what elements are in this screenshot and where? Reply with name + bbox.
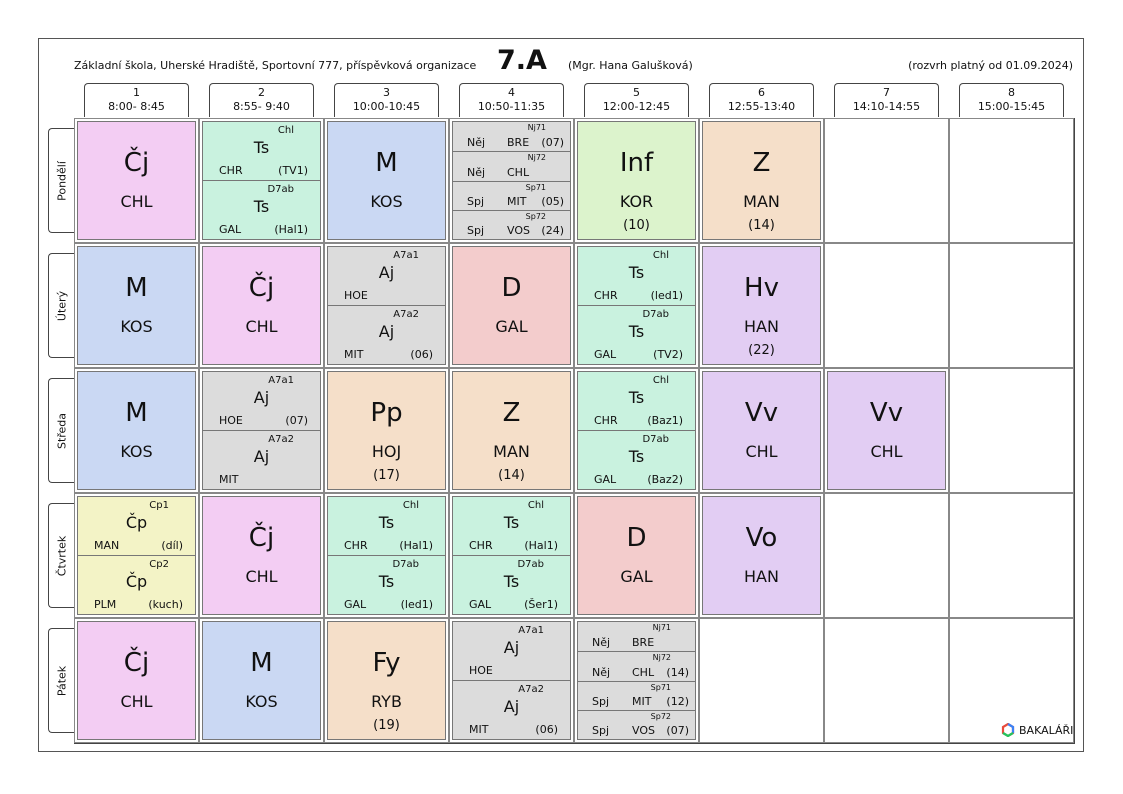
day-header-3 [48, 378, 74, 483]
group-lesson [203, 122, 320, 181]
timetable-grid [74, 118, 1075, 744]
lesson-block[interactable] [577, 121, 696, 240]
lesson-teacher: KOS [370, 192, 403, 211]
timetable-cell [449, 493, 574, 618]
period-header-6 [709, 83, 814, 117]
timetable-cell [699, 118, 824, 243]
lesson-block[interactable] [452, 621, 571, 740]
group-teacher: HOE [344, 288, 368, 302]
lesson-block[interactable] [327, 621, 446, 740]
group-teacher: PLM [94, 598, 117, 611]
timetable-cell [199, 118, 324, 243]
lesson-block[interactable] [202, 371, 321, 490]
group-lesson [453, 622, 570, 681]
group-subject: Něj [592, 665, 611, 679]
timetable-cell [74, 618, 199, 743]
day-name: Pátek [55, 665, 68, 696]
lesson-subject: Vv [744, 398, 779, 428]
group-subject: Spj [592, 724, 610, 737]
period-header-1 [84, 83, 189, 117]
group-name: Chl [527, 500, 544, 511]
group-lesson [328, 556, 445, 615]
period-number: 7 [883, 86, 890, 99]
lesson-subject: Fy [372, 648, 401, 678]
timetable-cell [74, 368, 199, 493]
timetable-cell [324, 618, 449, 743]
lesson-block[interactable] [577, 621, 696, 740]
group-subject: Něj [467, 165, 486, 179]
lesson-block[interactable] [202, 246, 321, 365]
group-room: (TV2) [653, 348, 683, 361]
lesson-teacher: KOS [120, 317, 153, 336]
lesson-block[interactable] [77, 121, 196, 240]
group-room: (07) [285, 413, 308, 427]
lesson-subject: M [375, 148, 398, 178]
group-name: Sp71 [525, 182, 546, 192]
timetable-cell [74, 493, 199, 618]
lesson-subject: Z [502, 398, 521, 428]
timetable-cell [324, 118, 449, 243]
group-room: (Hal1) [274, 223, 308, 236]
group-teacher: MIT [507, 194, 527, 208]
period-time: 8:55- 9:40 [233, 100, 290, 113]
period-time: 14:10-14:55 [852, 100, 921, 113]
lesson-block[interactable] [77, 496, 196, 615]
group-subject: Ts [378, 513, 395, 532]
group-room: (05) [541, 194, 564, 208]
timetable-cell [949, 493, 1074, 618]
group-subject: Ts [628, 388, 645, 407]
day-header-2 [48, 253, 74, 358]
group-subject: Aj [503, 696, 520, 716]
timetable-cell [574, 118, 699, 243]
lesson-teacher: CHL [120, 692, 153, 711]
group-teacher: CHL [507, 165, 530, 179]
lesson-block[interactable] [202, 121, 321, 240]
group-room: (07) [541, 136, 564, 150]
lesson-subject: Čj [123, 148, 150, 178]
lesson-teacher: MAN [493, 442, 530, 461]
group-teacher: CHR [594, 413, 618, 427]
group-teacher: GAL [594, 473, 617, 486]
group-room: (díl) [161, 538, 183, 552]
group-subject: Spj [467, 224, 485, 237]
timetable-cell [74, 118, 199, 243]
timetable-cell [199, 618, 324, 743]
group-subject: Spj [467, 194, 485, 208]
day-name: Středa [55, 412, 68, 449]
group-name: Chl [652, 375, 669, 386]
timetable-cell [949, 118, 1074, 243]
timetable-cell [824, 368, 949, 493]
class-teacher: (Mgr. Hana Galušková) [568, 59, 693, 72]
group-teacher: MIT [469, 723, 489, 736]
timetable-cell [199, 493, 324, 618]
group-room: (Šer1) [524, 598, 558, 611]
period-time: 15:00-15:45 [977, 100, 1046, 113]
group-subject: Aj [378, 321, 395, 341]
lesson-teacher: CHL [120, 192, 153, 211]
period-time: 12:00-12:45 [602, 100, 671, 113]
bakalari-logo-icon [1001, 723, 1015, 737]
day-header-5 [48, 628, 74, 733]
group-name: Sp72 [650, 711, 671, 721]
day-name: Čtvrtek [55, 535, 68, 576]
group-subject: Ts [253, 196, 270, 216]
lesson-teacher: CHL [245, 567, 278, 586]
lesson-subject: Čj [248, 523, 275, 553]
timetable-cell [949, 243, 1074, 368]
lesson-block[interactable] [702, 246, 821, 365]
group-name: A7a2 [393, 308, 419, 320]
group-room: (Hal1) [524, 538, 558, 552]
group-lesson [578, 681, 695, 710]
timetable-cell [574, 618, 699, 743]
group-teacher: CHL [632, 665, 655, 679]
group-name: D7ab [642, 308, 669, 320]
group-name: Sp71 [650, 682, 671, 692]
timetable-cell [699, 368, 824, 493]
group-lesson [578, 247, 695, 306]
day-header-4 [48, 503, 74, 608]
group-subject: Ts [628, 263, 645, 282]
lesson-block[interactable] [77, 621, 196, 740]
group-subject: Něj [592, 636, 611, 650]
lesson-teacher: KOS [245, 692, 278, 711]
lesson-subject: D [501, 273, 522, 303]
lesson-subject: Čj [123, 648, 150, 678]
lesson-teacher: KOS [120, 442, 153, 461]
timetable-cell [824, 493, 949, 618]
lesson-block[interactable] [77, 246, 196, 365]
group-lesson [203, 372, 320, 431]
group-name: Nj72 [652, 653, 671, 663]
group-name: Cp2 [149, 558, 169, 570]
group-name: Nj71 [527, 123, 546, 132]
group-name: A7a1 [268, 375, 294, 386]
lesson-room: (19) [373, 718, 400, 733]
lesson-subject: Čj [248, 273, 275, 303]
period-header-8 [959, 83, 1064, 117]
lesson-block[interactable] [327, 121, 446, 240]
period-number: 4 [508, 86, 515, 99]
group-room: (kuch) [148, 598, 183, 611]
lesson-subject: D [626, 523, 647, 553]
lesson-block[interactable] [202, 496, 321, 615]
group-name: Sp72 [525, 211, 546, 221]
group-name: A7a1 [393, 250, 419, 261]
group-lesson [328, 306, 445, 365]
lesson-subject: M [125, 398, 148, 428]
period-number: 6 [758, 86, 765, 99]
lesson-block[interactable] [577, 246, 696, 365]
lesson-teacher: GAL [495, 317, 528, 336]
period-number: 3 [383, 86, 390, 99]
group-subject: Ts [628, 446, 645, 466]
group-teacher: CHR [344, 538, 368, 552]
group-subject: Čp [125, 513, 148, 532]
lesson-block[interactable] [452, 371, 571, 490]
period-header-2 [209, 83, 314, 117]
group-teacher: VOS [632, 724, 655, 737]
timetable-cell [574, 493, 699, 618]
lesson-block[interactable] [827, 371, 946, 490]
timetable-cell [199, 368, 324, 493]
lesson-block[interactable] [452, 496, 571, 615]
group-lesson [578, 710, 695, 739]
group-room: (led1) [400, 598, 433, 611]
bakalari-logo-text: BAKALÁŘI [1019, 723, 1074, 737]
group-teacher: HOE [469, 663, 493, 677]
lesson-block[interactable] [452, 246, 571, 365]
group-subject: Aj [253, 446, 270, 466]
timetable-cell [324, 368, 449, 493]
school-name: Základní škola, Uherské Hradiště, Sportovní 777, příspěvková organizace [74, 59, 477, 72]
timetable-cell [824, 618, 949, 743]
group-name: Chl [652, 250, 669, 261]
timetable-cell [449, 618, 574, 743]
period-number: 1 [133, 86, 140, 99]
lesson-subject: Vv [869, 398, 904, 428]
day-header-1 [48, 128, 74, 233]
period-header-3 [334, 83, 439, 117]
group-room: (07) [666, 724, 689, 737]
group-room: (06) [410, 348, 433, 361]
group-lesson [203, 181, 320, 240]
lesson-block[interactable] [702, 371, 821, 490]
lesson-teacher: HAN [744, 317, 779, 336]
timetable-cell [574, 243, 699, 368]
group-teacher: GAL [219, 223, 242, 236]
lesson-room: (14) [498, 468, 525, 483]
group-name: A7a1 [518, 625, 544, 636]
timetable-cell [699, 493, 824, 618]
group-teacher: GAL [594, 348, 617, 361]
group-name: Nj71 [652, 623, 671, 632]
period-header-7 [834, 83, 939, 117]
lesson-room: (10) [623, 218, 650, 233]
period-time: 10:00-10:45 [352, 100, 421, 113]
lesson-block[interactable] [577, 371, 696, 490]
group-subject: Aj [503, 638, 520, 657]
period-time: 8:00- 8:45 [108, 100, 165, 113]
lesson-room: (14) [748, 218, 775, 233]
lesson-block[interactable] [452, 121, 571, 240]
group-name: Cp1 [149, 500, 169, 511]
bakalari-logo [1001, 723, 1073, 737]
group-subject: Spj [592, 694, 610, 708]
group-name: D7ab [517, 558, 544, 570]
timetable-cell [449, 118, 574, 243]
class-title: 7.A [497, 45, 547, 76]
lesson-teacher: CHL [870, 442, 903, 461]
timetable-cell [574, 368, 699, 493]
group-subject: Ts [503, 571, 520, 591]
group-lesson [453, 122, 570, 151]
group-room: (Baz1) [647, 413, 683, 427]
group-lesson [328, 247, 445, 306]
group-room: (Hal1) [399, 538, 433, 552]
lesson-subject: Pp [370, 398, 403, 428]
lesson-teacher: KOR [619, 192, 654, 211]
group-teacher: BRE [632, 636, 655, 650]
group-teacher: CHR [219, 163, 243, 177]
group-name: Chl [402, 500, 419, 511]
group-name: Nj72 [527, 153, 546, 163]
lesson-subject: Hv [744, 273, 779, 303]
day-name: Úterý [55, 290, 68, 321]
group-room: (24) [541, 224, 564, 237]
timetable-cell [824, 243, 949, 368]
timetable-cell [949, 368, 1074, 493]
group-room: (14) [666, 665, 689, 679]
lesson-teacher: CHL [245, 317, 278, 336]
lesson-block[interactable] [202, 621, 321, 740]
lesson-subject: Inf [619, 148, 654, 178]
group-room: (led1) [650, 288, 683, 302]
group-room: (Baz2) [647, 473, 683, 486]
group-lesson [453, 556, 570, 615]
group-name: A7a2 [268, 433, 294, 445]
lesson-teacher: HOJ [371, 442, 402, 461]
lesson-block[interactable] [327, 496, 446, 615]
validity-note: (rozvrh platný od 01.09.2024) [908, 59, 1073, 72]
timetable-cell [199, 243, 324, 368]
lesson-teacher: MAN [743, 192, 780, 211]
group-name: D7ab [392, 558, 419, 570]
day-name: Pondělí [55, 160, 68, 201]
group-subject: Ts [378, 571, 395, 591]
group-teacher: HOE [219, 413, 243, 427]
timetable-cell [324, 243, 449, 368]
group-lesson [578, 306, 695, 365]
group-lesson [578, 651, 695, 680]
lesson-block[interactable] [77, 371, 196, 490]
group-lesson [453, 497, 570, 556]
group-subject: Ts [503, 513, 520, 532]
group-teacher: GAL [469, 598, 492, 611]
group-lesson [453, 181, 570, 210]
group-teacher: MAN [94, 538, 120, 552]
lesson-subject: Vo [745, 523, 778, 553]
lesson-block[interactable] [702, 121, 821, 240]
group-lesson [578, 372, 695, 431]
period-header-4 [459, 83, 564, 117]
group-subject: Ts [628, 321, 645, 341]
group-lesson [203, 431, 320, 490]
group-teacher: CHR [594, 288, 618, 302]
group-subject: Čp [125, 571, 148, 591]
timetable-cell [449, 368, 574, 493]
group-subject: Aj [378, 263, 395, 282]
group-room: (12) [666, 694, 689, 708]
lesson-block[interactable] [702, 496, 821, 615]
period-time: 10:50-11:35 [477, 100, 546, 113]
group-name: D7ab [267, 183, 294, 195]
group-teacher: MIT [632, 694, 652, 708]
group-lesson [453, 681, 570, 740]
lesson-room: (22) [748, 343, 775, 358]
period-number: 2 [258, 86, 265, 99]
lesson-subject: Z [752, 148, 771, 178]
group-teacher: CHR [469, 538, 493, 552]
group-lesson [453, 210, 570, 239]
timetable-cell [324, 493, 449, 618]
timetable-cell [449, 243, 574, 368]
group-teacher: GAL [344, 598, 367, 611]
lesson-block[interactable] [577, 496, 696, 615]
group-name: D7ab [642, 433, 669, 445]
period-header-5 [584, 83, 689, 117]
group-room: (TV1) [278, 163, 308, 177]
group-subject: Aj [253, 388, 270, 407]
lesson-teacher: HAN [744, 567, 779, 586]
period-number: 8 [1008, 86, 1015, 99]
lesson-teacher: GAL [620, 567, 653, 586]
group-lesson [78, 556, 195, 615]
period-number: 5 [633, 86, 640, 99]
group-subject: Něj [467, 136, 486, 150]
group-lesson [578, 431, 695, 490]
group-lesson [578, 622, 695, 651]
timetable-cell [699, 618, 824, 743]
group-teacher: VOS [507, 224, 530, 237]
lesson-teacher: CHL [745, 442, 778, 461]
group-room: (06) [535, 723, 558, 736]
group-name: Chl [277, 125, 294, 136]
timetable-cell [824, 118, 949, 243]
group-teacher: BRE [507, 136, 530, 150]
timetable-cell [74, 243, 199, 368]
lesson-block[interactable] [327, 371, 446, 490]
group-lesson [78, 497, 195, 556]
lesson-subject: M [125, 273, 148, 303]
timetable-cell [699, 243, 824, 368]
group-lesson [453, 151, 570, 180]
period-time: 12:55-13:40 [727, 100, 796, 113]
lesson-room: (17) [373, 468, 400, 483]
lesson-subject: M [250, 648, 273, 678]
group-lesson [328, 497, 445, 556]
group-name: A7a2 [518, 683, 544, 695]
lesson-block[interactable] [327, 246, 446, 365]
group-teacher: MIT [344, 348, 364, 361]
group-teacher: MIT [219, 473, 239, 486]
group-subject: Ts [253, 138, 270, 157]
lesson-teacher: RYB [371, 692, 402, 711]
